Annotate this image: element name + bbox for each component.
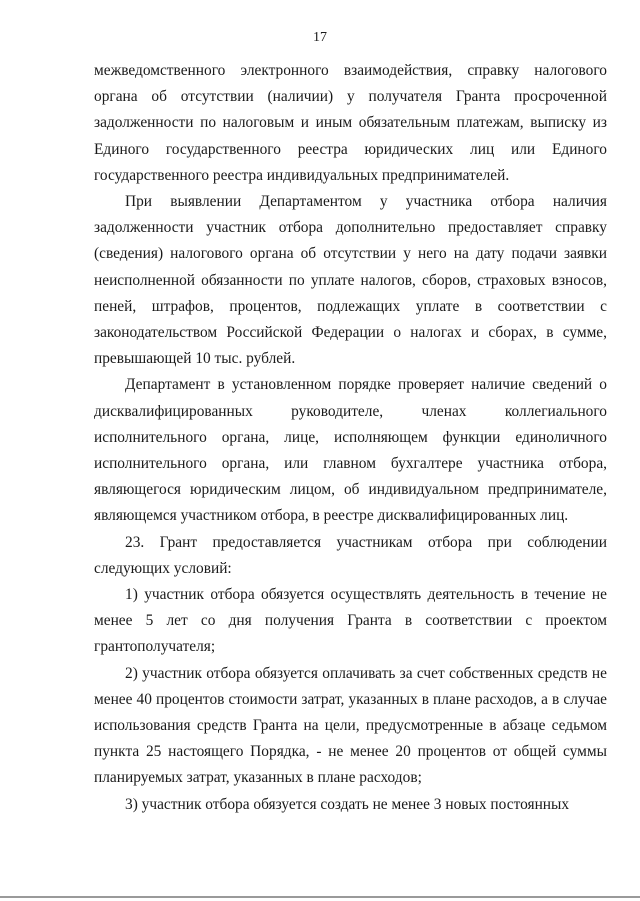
paragraph-continuation: межведомственного электронного взаимодействия, справку налогового органа об отсутствии (наличии) у получателя Гранта просроченной задолженности по налоговым и иным обязательным платежам, выписку из Единого государственного реестра юридических лиц или Единого государственного реестра индивидуальных предпринимателей. bbox=[94, 62, 607, 184]
scan-edge-line bbox=[0, 896, 640, 898]
paragraph-disqualified-check: Департамент в установленном порядке проверяет наличие сведений о дисквалифицированных руководителе, членах коллегиального исполнительного органа, лице, исполняющем функции единоличного исполнительного органа, или главном бухгалтере участника отбора, являющегося юридическим лицом, об индивидуальном предпринимателе, являющемся участником отбора, в реестре дисквалифицированных лиц. bbox=[94, 376, 607, 525]
list-item-condition-3: 3) участник отбора обязуется создать не менее 3 новых постоянных bbox=[125, 795, 570, 813]
page-number: 17 bbox=[313, 30, 327, 45]
paragraph-debt-certificate: При выявлении Департаментом у участника отбора наличия задолженности участник отбора дополнительно предоставляет справку (сведения) налогового органа об отсутствии у него на дату подачи заявки неисполненной обязанности по уплате налогов, сборов, страховых взносов, пеней, штрафов, процентов, подлежащих уплате в соответствии с законодательством Российской Федерации о налогах и сборах, в сумме, превышающей 10 тыс. рублей. bbox=[94, 193, 607, 368]
list-item-condition-2: 2) участник отбора обязуется оплачивать за счет собственных средств не менее 40 процентов стоимости затрат, указанных в плане расходов, а в случае использования средств Гранта на цели, предусмотренные в абзаце седьмом пункта 25 настоящего Порядка, - не менее 20 процентов от общей суммы планируемых затрат, указанных в плане расходов; bbox=[94, 664, 607, 787]
list-item-condition-1: 1) участник отбора обязуется осуществлять деятельность в течение не менее 5 лет со дня получения Гранта в соответствии с проектом грантополучателя; bbox=[94, 586, 607, 656]
document-body bbox=[94, 58, 607, 818]
paragraph-clause-23: 23. Грант предоставляется участникам отбора при соблюдении следующих условий: bbox=[94, 533, 607, 577]
